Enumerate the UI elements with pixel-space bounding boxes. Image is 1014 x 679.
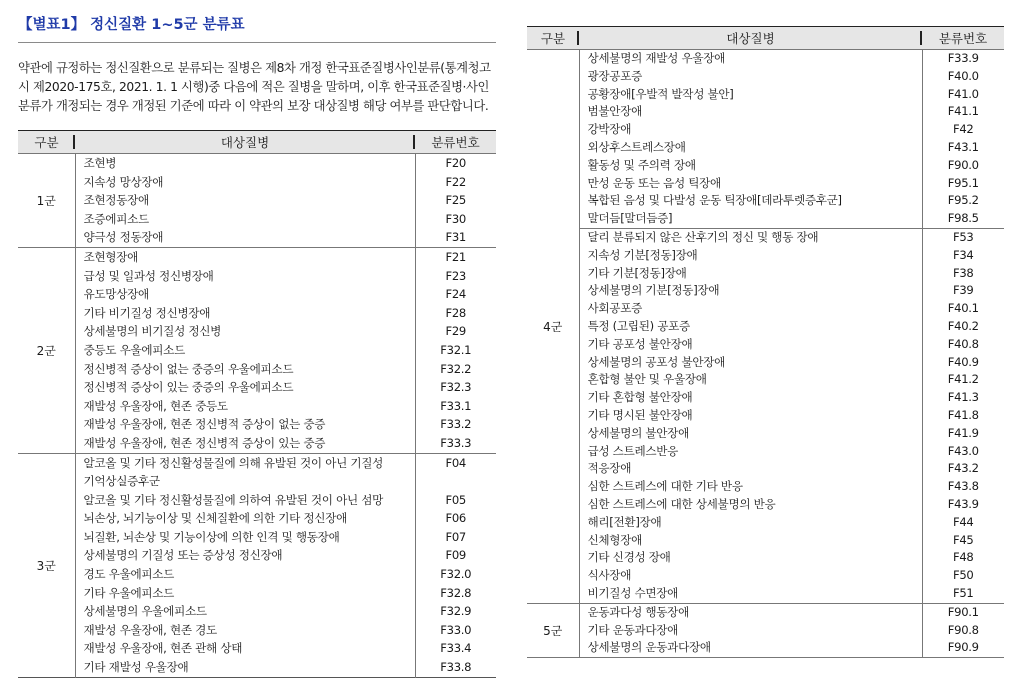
disease-name: 뇌질환, 뇌손상 및 기능이상에 의한 인격 및 행동장애 — [83, 529, 340, 544]
disease-code: F43.2 — [947, 461, 979, 476]
disease-code: F28 — [445, 305, 467, 320]
disease-code: F33.8 — [440, 660, 472, 675]
disease-code: F33.0 — [440, 622, 472, 637]
disease-name: 복합된 음성 및 다발성 운동 틱장애[데라투렛증후군] — [587, 193, 842, 208]
header-group: 구분 — [527, 27, 579, 50]
code-list — [922, 50, 1004, 229]
group-row — [18, 154, 496, 248]
code-list — [415, 453, 496, 677]
disease-code: F33.2 — [440, 417, 472, 432]
disease-code: F41.3 — [947, 390, 979, 405]
disease-name: 특정 (고립된) 공포증 — [587, 318, 690, 333]
left-column — [18, 14, 496, 678]
code-list — [922, 228, 1004, 603]
disease-name: 기타 비기질성 정신병장애 — [83, 305, 211, 320]
disease-code: F41.1 — [947, 104, 979, 119]
disease-name: 기타 재발성 우울장애 — [83, 660, 189, 675]
group-row — [527, 228, 1004, 603]
group-label: 1군 — [18, 154, 75, 248]
disease-code: F30 — [445, 211, 467, 226]
disease-name: 지속성 망상장애 — [83, 174, 164, 189]
table-body-right — [527, 50, 1004, 658]
disease-name: 중등도 우울에피소드 — [83, 342, 185, 357]
disease-code — [416, 472, 497, 491]
disease-code: F32.3 — [440, 380, 472, 395]
disease-code: F90.8 — [947, 622, 979, 637]
disease-list — [75, 247, 415, 453]
header-code: 분류번호 — [922, 27, 1004, 50]
disease-code: F44 — [952, 514, 974, 529]
group-label: 5군 — [527, 603, 579, 657]
disease-name: 상세불명의 운동과다장애 — [587, 640, 711, 655]
disease-name: 상세불명의 재발성 우울장애 — [587, 51, 726, 65]
disease-code: F41.8 — [947, 407, 979, 422]
disease-name: 기타 명시된 불안장애 — [587, 407, 693, 422]
header-code: 분류번호 — [415, 131, 496, 154]
disease-name: 강박장애 — [587, 122, 632, 137]
disease-code: F21 — [445, 249, 467, 264]
disease-name: 재발성 우울장애, 현존 관해 상태 — [83, 641, 243, 656]
disease-name: 알코올 및 기타 정신활성물질에 의해 유발된 것이 아닌 기질성 — [83, 455, 384, 470]
table-header-row — [527, 27, 1004, 50]
disease-code: F25 — [445, 193, 467, 208]
disease-code: F32.9 — [440, 604, 472, 619]
disease-code: F39 — [952, 283, 974, 298]
disease-name: 정신병적 증상이 있는 중증의 우울에피소드 — [83, 380, 294, 395]
disease-code: F40.0 — [947, 68, 979, 83]
disease-name: 조현병 — [83, 156, 117, 170]
disease-name: 조현정동장애 — [83, 193, 149, 208]
group-row — [527, 50, 1004, 229]
disease-name: 재발성 우울장애, 현존 정신병적 증상이 없는 중증 — [83, 417, 326, 432]
disease-name: 상세불명의 우울에피소드 — [83, 604, 207, 619]
disease-code: F50 — [952, 568, 974, 583]
disease-name: 범불안장애 — [587, 104, 642, 119]
disease-name: 심한 스트레스에 대한 기타 반응 — [587, 479, 743, 494]
disease-code: F22 — [445, 174, 467, 189]
disease-code: F34 — [952, 247, 974, 262]
disease-code: F07 — [445, 529, 467, 544]
disease-name: 상세불명의 기질성 또는 증상성 정신장애 — [83, 548, 283, 563]
disease-name: 기타 공포성 불안장애 — [587, 336, 693, 351]
disease-code: F31 — [445, 230, 467, 245]
disease-code: F48 — [952, 550, 974, 565]
disease-name: 급성 및 일과성 정신병장애 — [83, 268, 214, 283]
table-body-left — [18, 154, 496, 678]
disease-name: 경도 우울에피소드 — [83, 567, 175, 582]
disease-name: 달리 분류되지 않은 산후기의 정신 및 행동 장애 — [587, 229, 819, 244]
group-row — [18, 247, 496, 453]
header-group: 구분 — [18, 131, 75, 154]
disease-name: 상세불명의 공포성 불안장애 — [587, 354, 726, 369]
disease-code: F41.0 — [947, 86, 979, 101]
disease-code: F51 — [952, 585, 974, 600]
disease-name: 유도망상장애 — [83, 287, 149, 302]
disease-name: 공황장애[우발적 발작성 불안] — [587, 86, 734, 101]
disease-code: F04 — [445, 455, 467, 470]
disease-code: F42 — [952, 122, 974, 137]
disease-name: 상세불명의 기분[정동]장애 — [587, 283, 720, 298]
disease-code: F29 — [445, 324, 467, 339]
disease-code: F33.3 — [440, 435, 472, 450]
disease-name: 적응장애 — [587, 461, 632, 476]
disease-code: F38 — [952, 265, 974, 280]
disease-name: 알코올 및 기타 정신활성물질에 의하여 유발된 것이 아닌 섬망 — [83, 492, 384, 507]
disease-list — [75, 154, 415, 248]
title-divider — [18, 42, 496, 43]
intro-paragraph: 약관에 규정하는 정신질환으로 분류되는 질병은 제8차 개정 한국표준질병사인분류(통계청고시 제2020-175호, 2021. 1. 1 시행)중 다음에 적은 질병을 말하며, 이후 한국표준질병·사인분류가 개정되는 경우 개정된 기준에 따라 이 약관의 보장 대상질병 해당 여부를 판단합니다. — [18, 61, 491, 113]
disease-name: 기타 혼합형 불안장애 — [587, 390, 693, 405]
disease-name: 운동과다성 행동장애 — [587, 604, 689, 619]
disease-name: 말더듬[말더듬증] — [587, 211, 673, 226]
disease-name: 활동성 및 주의력 장애 — [587, 157, 696, 172]
disease-name: 정신병적 증상이 없는 중증의 우울에피소드 — [83, 361, 294, 376]
classification-table-left — [18, 130, 496, 678]
disease-name: 재발성 우울장애, 현존 정신병적 증상이 있는 중증 — [83, 435, 326, 450]
disease-code: F90.9 — [947, 640, 979, 655]
group-label: 4군 — [527, 50, 579, 604]
group-label: 2군 — [18, 247, 75, 453]
disease-code: F32.8 — [440, 585, 472, 600]
disease-code: F23 — [445, 268, 467, 283]
disease-code: F09 — [445, 548, 467, 563]
disease-name: 조현형장애 — [83, 249, 138, 264]
disease-name: 만성 운동 또는 음성 틱장애 — [587, 175, 721, 190]
disease-code: F53 — [952, 229, 974, 244]
table-header-row — [18, 131, 496, 154]
disease-code: F90.0 — [947, 157, 979, 172]
code-list — [922, 603, 1004, 657]
disease-name: 사회공포증 — [587, 301, 642, 316]
disease-code: F40.1 — [947, 301, 979, 316]
disease-code: F40.9 — [947, 354, 979, 369]
disease-name: 기타 기분[정동]장애 — [587, 265, 687, 280]
disease-list — [75, 453, 415, 677]
disease-name: 지속성 기분[정동]장애 — [587, 247, 698, 262]
code-list — [415, 247, 496, 453]
disease-name: 해리[전환]장애 — [587, 514, 662, 529]
disease-name: 양극성 정동장애 — [83, 230, 164, 245]
disease-code: F98.5 — [947, 211, 979, 226]
disease-code: F32.1 — [440, 342, 472, 357]
disease-code: F41.9 — [947, 425, 979, 440]
disease-code: F40.2 — [947, 318, 979, 333]
disease-name: 뇌손상, 뇌기능이상 및 신체질환에 의한 기타 정신장애 — [83, 511, 347, 526]
disease-code: F43.9 — [947, 496, 979, 511]
disease-code: F32.2 — [440, 361, 472, 376]
disease-name: 상세불명의 비기질성 정신병 — [83, 324, 222, 339]
disease-name: 식사장애 — [587, 568, 632, 583]
disease-code: F33.9 — [947, 51, 979, 65]
disease-name: 조증에피소드 — [83, 211, 149, 226]
disease-code: F05 — [445, 492, 467, 507]
disease-code: F40.8 — [947, 336, 979, 351]
disease-code: F43.1 — [947, 139, 979, 154]
disease-code: F45 — [952, 532, 974, 547]
disease-code: F43.0 — [947, 443, 979, 458]
disease-code: F95.2 — [947, 193, 979, 208]
group-row — [527, 603, 1004, 657]
right-column — [527, 26, 1004, 658]
disease-name: 재발성 우울장애, 현존 중등도 — [83, 398, 228, 413]
disease-list — [579, 228, 922, 603]
disease-name: 광장공포증 — [587, 68, 642, 83]
disease-code: F33.4 — [440, 641, 472, 656]
disease-name: 신체형장애 — [587, 532, 642, 547]
disease-name: 외상후스트레스장애 — [587, 139, 686, 154]
classification-table-right — [527, 26, 1004, 658]
disease-name: 기억상실증후군 — [83, 474, 160, 489]
disease-code: F43.8 — [947, 479, 979, 494]
disease-list — [579, 50, 922, 229]
disease-name: 상세불명의 불안장애 — [587, 425, 689, 440]
disease-name: 재발성 우울장애, 현존 경도 — [83, 622, 217, 637]
disease-code: F24 — [445, 287, 467, 302]
disease-code: F33.1 — [440, 398, 472, 413]
page-title: 【별표1】 정신질환 1~5군 분류표 — [18, 17, 245, 33]
disease-code: F90.1 — [947, 604, 979, 619]
disease-code: F41.2 — [947, 372, 979, 387]
header-disease: 대상질병 — [75, 131, 415, 154]
disease-code: F95.1 — [947, 175, 979, 190]
disease-code: F06 — [445, 511, 467, 526]
disease-code: F20 — [445, 156, 467, 170]
disease-name: 심한 스트레스에 대한 상세불명의 반응 — [587, 496, 776, 511]
group-row — [18, 453, 496, 677]
group-label: 3군 — [18, 453, 75, 677]
disease-name: 혼합형 불안 및 우울장애 — [587, 372, 707, 387]
disease-name: 비기질성 수면장애 — [587, 585, 679, 600]
disease-name: 기타 신경성 장애 — [587, 550, 671, 565]
header-disease: 대상질병 — [579, 27, 922, 50]
disease-list — [579, 603, 922, 657]
disease-name: 기타 운동과다장애 — [587, 622, 679, 637]
disease-name: 급성 스트레스반응 — [587, 443, 679, 458]
disease-code: F32.0 — [440, 567, 472, 582]
code-list — [415, 154, 496, 248]
disease-name: 기타 우울에피소드 — [83, 585, 175, 600]
